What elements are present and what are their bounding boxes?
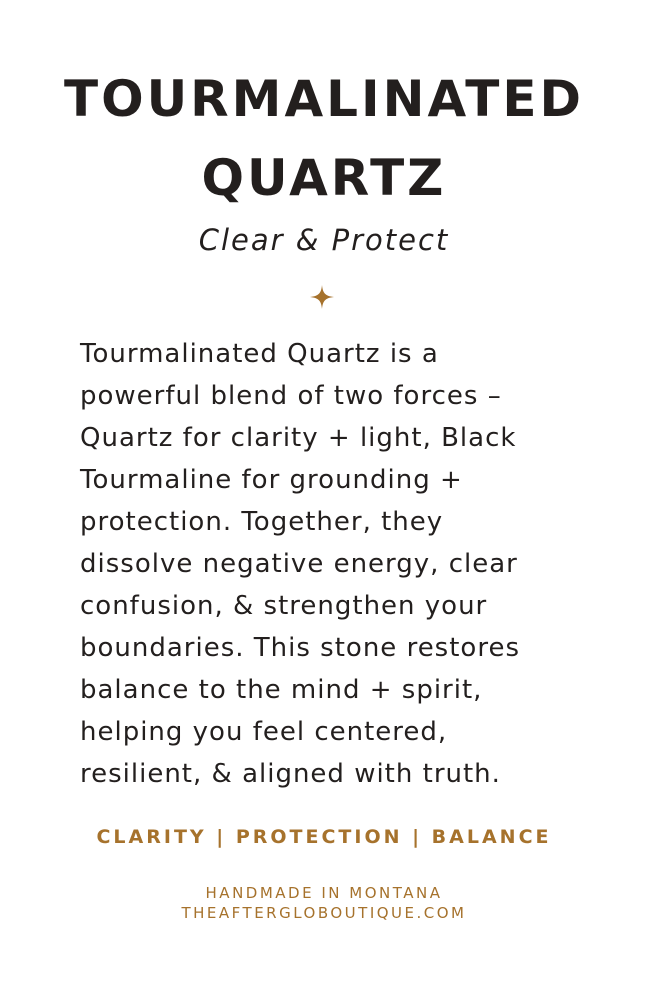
description-line: resilient, & aligned with truth. [80, 759, 501, 789]
description-line: confusion, & strengthen your [80, 591, 488, 621]
description-line: boundaries. This stone restores [80, 633, 520, 663]
description-line: balance to the mind + spirit, [80, 675, 483, 705]
description-line: Tourmaline for grounding + [80, 465, 463, 495]
description-line: dissolve negative energy, clear [80, 549, 518, 579]
description-line: Quartz for clarity + light, Black [80, 423, 517, 453]
description-line: protection. Together, they [80, 507, 444, 537]
description-line: helping you feel centered, [80, 717, 448, 747]
footer-origin: HANDMADE IN MONTANA [205, 884, 443, 902]
description-line: Tourmalinated Quartz is a [80, 339, 439, 369]
title-line-1: TOURMALINATED [63, 70, 585, 128]
description-line: powerful blend of two forces – [80, 381, 502, 411]
footer-website: THEAFTERGLOBOUTIQUE.COM [181, 904, 467, 922]
sparkle-icon [309, 284, 335, 310]
subtitle: Clear & Protect [198, 223, 450, 257]
title-line-2: QUARTZ [201, 149, 447, 207]
keywords-line: CLARITY | PROTECTION | BALANCE [96, 826, 552, 848]
description-paragraph [80, 333, 580, 795]
